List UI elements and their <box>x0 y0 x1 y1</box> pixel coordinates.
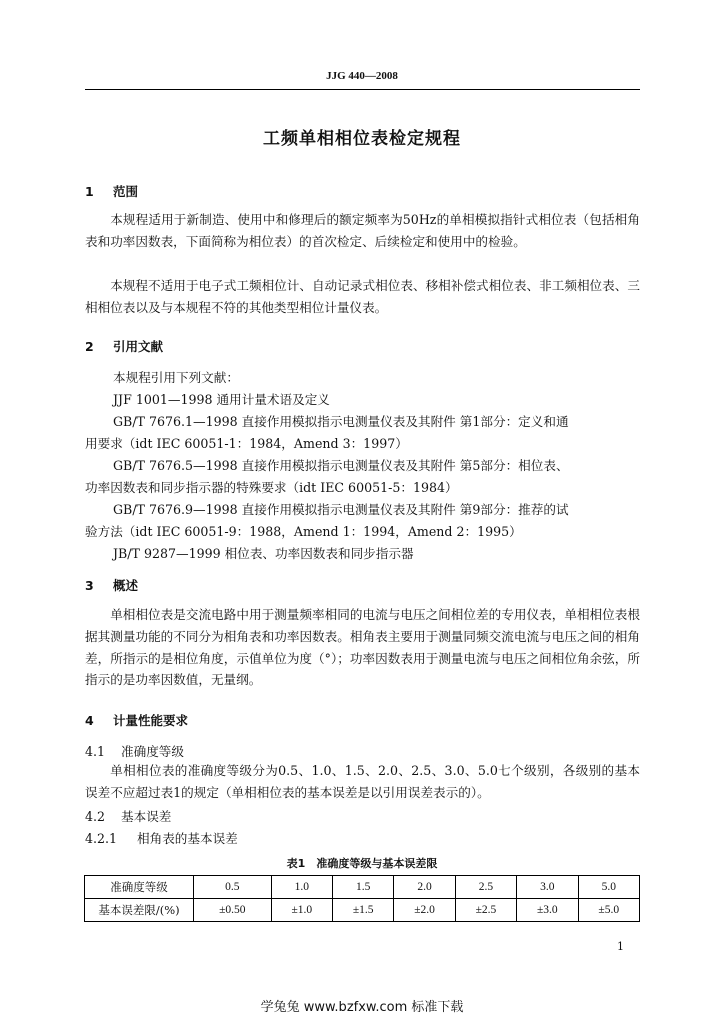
document-header: JJG 440—2008 <box>326 70 398 82</box>
section-2-heading <box>85 337 163 355</box>
reference-item: GB/T 7676.9—1998 直接作用模拟指示电测量仪表及其附件 第9部分：推荐的试 <box>113 502 569 517</box>
table-cell: 2.0 <box>394 876 455 899</box>
page-number: 1 <box>617 940 624 953</box>
section-3-paragraph: 单相相位表是交流电路中用于测量频率相同的电流与电压之间相位差的专用仪表，单相相位表根据其测量功能的不同分为相角表和功率因数表。相角表主要用于测量同频交流电流与电压之间的相角差，所指示的是相位角度，示值单位为度（°）；功率因数表用于测量电流与电压之间相位角余弦，所指示的是功率因数值，无量纲。 <box>85 607 640 688</box>
table-cell: ±1.0 <box>271 899 332 922</box>
table-cell: 5.0 <box>578 876 639 899</box>
document-title: 工频单相相位表检定规程 <box>263 129 461 149</box>
table-cell: ±3.0 <box>517 899 578 922</box>
section-title: 范围 <box>113 184 139 199</box>
section-1-paragraph-2: 本规程不适用于电子式工频相位计、自动记录式相位表、移相补偿式相位表、非工频相位表、三相相位表以及与本规程不符的其他类型相位计量仪表。 <box>85 278 640 315</box>
table-cell: ±0.50 <box>194 899 272 922</box>
table-cell: 0.5 <box>194 876 272 899</box>
section-1-heading <box>85 182 138 200</box>
table-caption: 表1 准确度等级与基本误差限 <box>286 857 438 870</box>
section-4-heading <box>85 711 188 729</box>
table-cell: 1.0 <box>271 876 332 899</box>
section-1-paragraph-1: 本规程适用于新制造、使用中和修理后的额定频率为50Hz的单相模拟指针式相位表（包括相角表和功率因数表，下面简称为相位表）的首次检定、后续检定和使用中的检验。 <box>85 212 640 249</box>
references-intro: 本规程引用下列文献： <box>113 370 239 385</box>
subsection-4-1-paragraph: 单相相位表的准确度等级分为0.5、1.0、1.5、2.0、2.5、3.0、5.0七个级别，各级别的基本误差不应超过表1的规定（单相相位表的基本误差是以引用误差表示的）。 <box>85 763 640 800</box>
reference-item: GB/T 7676.1—1998 直接作用模拟指示电测量仪表及其附件 第1部分：定义和通 <box>113 414 569 429</box>
reference-item-continued: 功率因数表和同步指示器的特殊要求（idt IEC 60051-5：1984） <box>85 480 458 495</box>
subsection-4-2-heading <box>85 806 171 825</box>
section-title: 计量性能要求 <box>113 713 189 728</box>
table-cell: 3.0 <box>517 876 578 899</box>
section-number: 3 <box>85 578 94 593</box>
reference-item: JJF 1001—1998 通用计量术语及定义 <box>113 392 330 407</box>
section-number: 4 <box>85 713 94 728</box>
subsection-title: 基本误差 <box>121 809 172 824</box>
table-cell: ±2.0 <box>394 899 455 922</box>
subsection-number: 4.2.1 <box>85 831 118 846</box>
subsection-title: 相角表的基本误差 <box>137 831 238 846</box>
reference-item: JB/T 9287—1999 相位表、功率因数表和同步指示器 <box>113 546 414 561</box>
table-cell: ±5.0 <box>578 899 639 922</box>
section-title: 引用文献 <box>113 339 164 354</box>
subsection-title: 准确度等级 <box>121 744 184 759</box>
table-cell: ±1.5 <box>333 899 394 922</box>
row-label: 准确度等级 <box>85 876 194 899</box>
accuracy-table <box>84 875 640 922</box>
header-rule <box>85 89 640 90</box>
subsection-4-1-heading <box>85 741 184 760</box>
subsection-4-2-1-heading <box>85 828 238 847</box>
table-row <box>85 876 640 899</box>
subsection-number: 4.2 <box>85 809 106 824</box>
table-cell: 1.5 <box>333 876 394 899</box>
reference-item-continued: 验方法（idt IEC 60051-9：1988，Amend 1：1994，Amend 2：1995） <box>85 524 522 539</box>
table-cell: 2.5 <box>455 876 516 899</box>
subsection-number: 4.1 <box>85 744 106 759</box>
footer-watermark: 学兔兔 www.bzfxw.com 标准下载 <box>260 1000 464 1015</box>
section-3-heading <box>85 576 138 594</box>
table-cell: ±2.5 <box>455 899 516 922</box>
reference-item: GB/T 7676.5—1998 直接作用模拟指示电测量仪表及其附件 第5部分：相位表、 <box>113 458 569 473</box>
section-number: 1 <box>85 184 94 199</box>
section-number: 2 <box>85 339 94 354</box>
row-label: 基本误差限/(%) <box>85 899 194 922</box>
table-row <box>85 899 640 922</box>
section-title: 概述 <box>113 578 139 593</box>
reference-item-continued: 用要求（idt IEC 60051-1：1984，Amend 3：1997） <box>85 436 408 451</box>
